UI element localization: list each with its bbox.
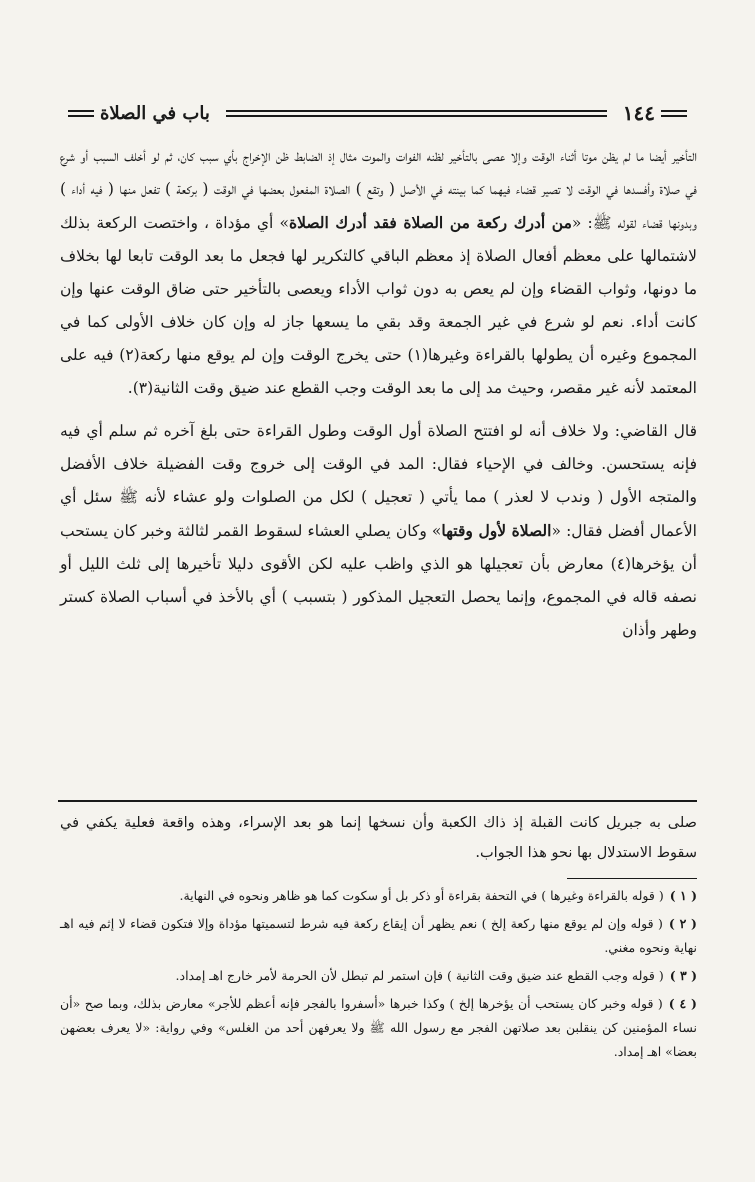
text-run: » وكان يصلي العشاء لسقوط القمر لثالثة وخبر كان يستحب أن يؤخرها(٤) معارض بأن تعجيلها هو الذي واظب عليه لكن الأقوى دليلا تأخيرها إلى ثلث الليل أو نصفه قاله في المجموع، وإنما يحصل التعجيل المذكور ( بتسبب ) أي بالأخذ في أسباب الصلاة كستر وطهر وأذان: [60, 522, 697, 639]
paragraph: [60, 140, 697, 405]
page-number: ١٤٤: [622, 101, 655, 125]
hadith-quote: من أدرك ركعة من الصلاة فقد أدرك الصلاة: [288, 213, 572, 232]
footnote-number: ( ١ ): [669, 888, 697, 903]
footnote-text: ( قوله وإن لم يوقع منها ركعة إلخ ) نعم يظهر أن إيقاع ركعة فيه شرط لتسميتها مؤداة وإلا فتكون قضاء لا إثم فيه اهـ نهاية ونحوه مغني.: [60, 916, 697, 955]
footnote: [60, 992, 697, 1064]
footnote: [60, 884, 697, 908]
footnote: [60, 912, 697, 960]
header-rule: [226, 110, 607, 117]
footnote-number: ( ٢ ): [668, 916, 697, 931]
footnotes: [60, 884, 697, 1068]
header-rule-left: [68, 110, 94, 117]
footnote-text: ( قوله وجب القطع عند ضيق وقت الثانية ) فإن استمر لم تبطل لأن الحرمة لأمر خارج اهـ إمداد.: [175, 968, 664, 983]
text-run: التأخير أيضا ما لم يظن موتا أثناء الوقت وإلا عصى بالتأخير لظنه الفوات والموت مثال إذ الضابط ظن الإخراج بأي سبب كان، ثم لو أخلف السبب أو شرع في صلاة وأفسدها في الوقت لا تصير قضاء فيهما كما بينته في الأصل ( وتقع ) الصلاة المفعول بعضها في الوقت ( بركعة ) تفعل منها ( فيه أداء ) وبدونها قضاء لقوله ﷺ: «: [60, 147, 697, 232]
text-run: قال القاضي: ولا خلاف أنه لو افتتح الصلاة أول الوقت وطول القراءة حتى بلغ آخره ثم سلم أي فيه فإنه يستحسن. وخالف في الإحياء فقال: المد في الوقت إلى خروج وقت الفضيلة خلاف الأفضل والمتجه الأول ( وندب لا لعذر ) مما يأتي ( تعجيل ) لكل من الصلوات ولو عشاء لأنه ﷺ سئل أي الأعمال أفضل فقال: «: [60, 422, 697, 540]
continued-note: صلى به جبريل كانت القبلة إذ ذاك الكعبة وأن نسخها إنما هو بعد الإسراء، وهذه واقعة فعلية يكفي في سقوط الاستدلال بها نحو هذا الجواب.: [60, 815, 697, 861]
chapter-title: باب في الصلاة: [100, 102, 210, 124]
paragraph: [60, 415, 697, 647]
footnote-text: ( قوله بالقراءة وغيرها ) في التحفة بقراءة أو ذكر بل أو سكوت كما هو ظاهر ونحوه في النهاية.: [179, 888, 664, 903]
footnote-separator: [58, 800, 697, 802]
main-text: [60, 140, 697, 647]
page-header: [62, 98, 693, 128]
footnote-separator-short: [567, 878, 697, 879]
footnote-number: ( ٤ ): [668, 996, 697, 1011]
footnote-number: ( ٣ ): [669, 968, 697, 983]
hadith-quote: الصلاة لأول وقتها: [441, 521, 552, 540]
text-run: » أي مؤداة ، واختصت الركعة بذلك لاشتمالها على معظم أفعال الصلاة إذ معظم الباقي كالتكرير لها فجعل ما بعد الوقت تابعا لها بخلاف ما دونها، وثواب القضاء وإن لم يعص به دون ثواب الأداء ويعصى بالتأخير حتى ضاق الوقت عنها وإن كانت أداء. نعم لو شرع في غير الجمعة وقد بقي ما يسعها جاز له وإن كان خلاف الأولى كما في المجموع وغيره أن يطولها بالقراءة وغيرها(١) حتى يخرج الوقت وإن لم يوقع منها ركعة(٢) فيه على المعتمد لأنه غير مقصر، وحيث مد إلى ما بعد الوقت وجب القطع عند ضيق وقت الثانية(٣).: [60, 214, 697, 397]
footnote: [60, 964, 697, 988]
footnote-text: ( قوله وخبر كان يستحب أن يؤخرها إلخ ) وكذا خبرها «أسفروا بالفجر فإنه أعظم للأجر» معارض بذلك، وبما صح «أن نساء المؤمنين كن ينقلبن بعد صلاتهن الفجر مع رسول الله ﷺ ولا يعرفهن أحد من الغلس» وفي رواية: «لا يعرف بعضهن بعضا» اهـ إمداد.: [60, 996, 697, 1059]
header-rule-right: [661, 110, 687, 117]
